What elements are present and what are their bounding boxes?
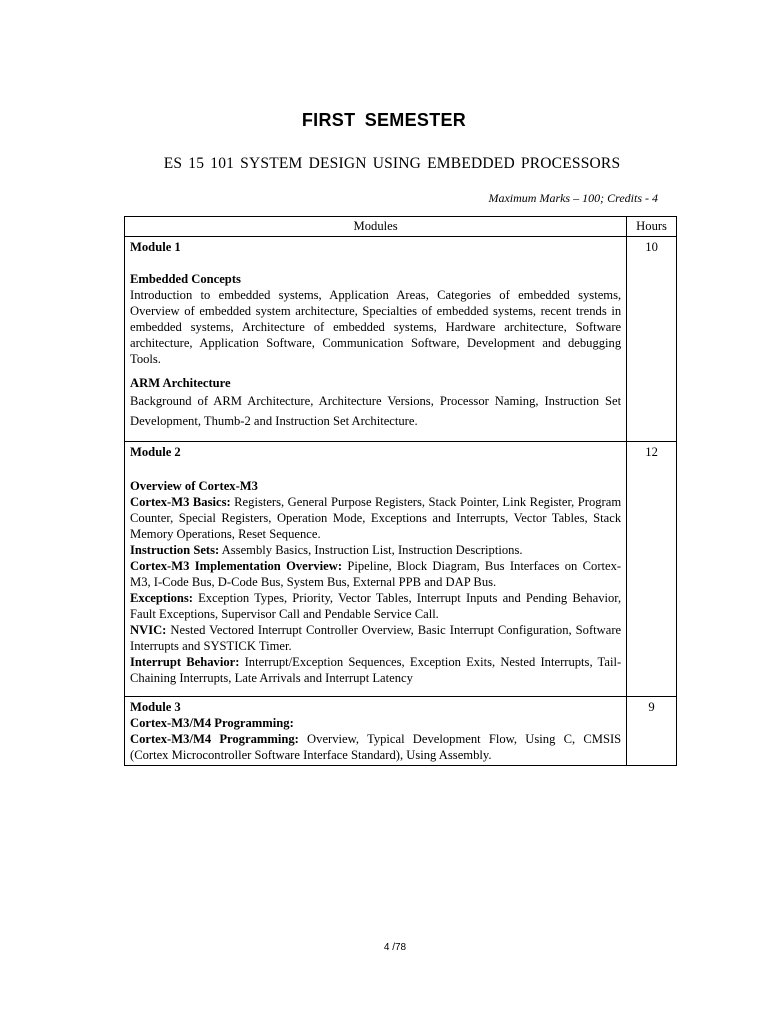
table-row-module-1 <box>125 237 677 442</box>
module-2-item <box>130 654 621 686</box>
module-2-item <box>130 494 621 542</box>
course-title: ES 15 101 SYSTEM DESIGN USING EMBEDDED PROCESSORS <box>163 155 621 172</box>
page-title: FIRST SEMESTER <box>301 110 467 130</box>
module-2-item-label: NVIC: <box>130 623 167 637</box>
module-3-item <box>130 731 621 763</box>
modules-header: Modules <box>125 217 627 237</box>
module-3-title: Module 3 <box>130 700 181 714</box>
module-1-content <box>125 237 627 442</box>
table-row-module-2 <box>125 442 677 697</box>
module-2-hours: 12 <box>627 442 677 697</box>
module-2-item-text: Assembly Basics, Instruction List, Instruction Descriptions. <box>219 543 523 557</box>
module-2-item <box>130 542 621 558</box>
page-number: 4 /78 <box>383 942 407 953</box>
module-2-section-title: Overview of Cortex-M3 <box>130 479 258 493</box>
table-row-module-3 <box>125 697 677 766</box>
module-1-section-1-title: Embedded Concepts <box>130 272 241 286</box>
module-2-item-text: Exception Types, Priority, Vector Tables, Interrupt Inputs and Pending Behavior, Fault Exceptions, Supervisor Call and Pendable Service Call. <box>130 591 622 621</box>
module-3-section-title: Cortex-M3/M4 Programming: <box>130 716 294 730</box>
module-2-item <box>130 590 621 622</box>
module-2-item-label: Interrupt Behavior: <box>130 655 240 669</box>
module-1-section-2-title: ARM Architecture <box>130 376 231 390</box>
module-3-item-label: Cortex-M3/M4 Programming: <box>130 732 299 746</box>
module-2-item <box>130 558 621 590</box>
modules-table <box>124 216 677 766</box>
module-1-section-1-text: Introduction to embedded systems, Application Areas, Categories of embedded systems, Overview of embedded system architecture, Specialties of embedded systems, recent trends in embedded systems, Architecture of embedded systems, Hardware architecture, Software architecture, Application Software, Communication Software, Development and debugging Tools. <box>130 288 622 366</box>
module-2-item-label: Exceptions: <box>130 591 193 605</box>
module-2-item-text: Interrupt/Exception Sequences, Exception Exits, Nested Interrupts, Tail-Chaining Interrupts, Late Arrivals and Interrupt Latency <box>130 655 622 685</box>
module-2-item-label: Cortex-M3 Basics: <box>130 495 231 509</box>
module-3-item-text: Overview, Typical Development Flow, Using C, CMSIS (Cortex Microcontroller Software Interface Standard), Using Assembly. <box>130 732 622 762</box>
module-2-item-text: Pipeline, Block Diagram, Bus Interfaces on Cortex-M3, I-Code Bus, D-Code Bus, System Bus, External PPB and DAP Bus. <box>130 559 622 589</box>
module-2-item <box>130 622 621 654</box>
module-1-title: Module 1 <box>130 240 181 254</box>
module-1-section-2-text: Background of ARM Architecture, Architecture Versions, Processor Naming, Instruction Set Development, Thumb-2 and Instruction Set Architecture. <box>130 394 622 428</box>
marks-credits: Maximum Marks – 100; Credits - 4 <box>488 191 658 205</box>
module-2-item-text: Nested Vectored Interrupt Controller Overview, Basic Interrupt Configuration, Software Interrupts and SYSTICK Timer. <box>130 623 622 653</box>
module-2-item-label: Instruction Sets: <box>130 543 220 557</box>
module-2-content <box>125 442 627 697</box>
module-2-title: Module 2 <box>130 445 181 459</box>
module-2-item-text: Registers, General Purpose Registers, Stack Pointer, Link Register, Program Counter, Special Registers, Operation Mode, Exceptions and Interrupts, Vector Tables, Stack Memory Operations, Reset Sequence. <box>130 495 622 541</box>
hours-header: Hours <box>627 217 677 237</box>
module-2-item-label: Cortex-M3 Implementation Overview: <box>130 559 343 573</box>
module-1-hours: 10 <box>627 237 677 442</box>
table-header-row <box>125 217 677 237</box>
module-3-hours: 9 <box>627 697 677 766</box>
module-3-content <box>125 697 627 766</box>
